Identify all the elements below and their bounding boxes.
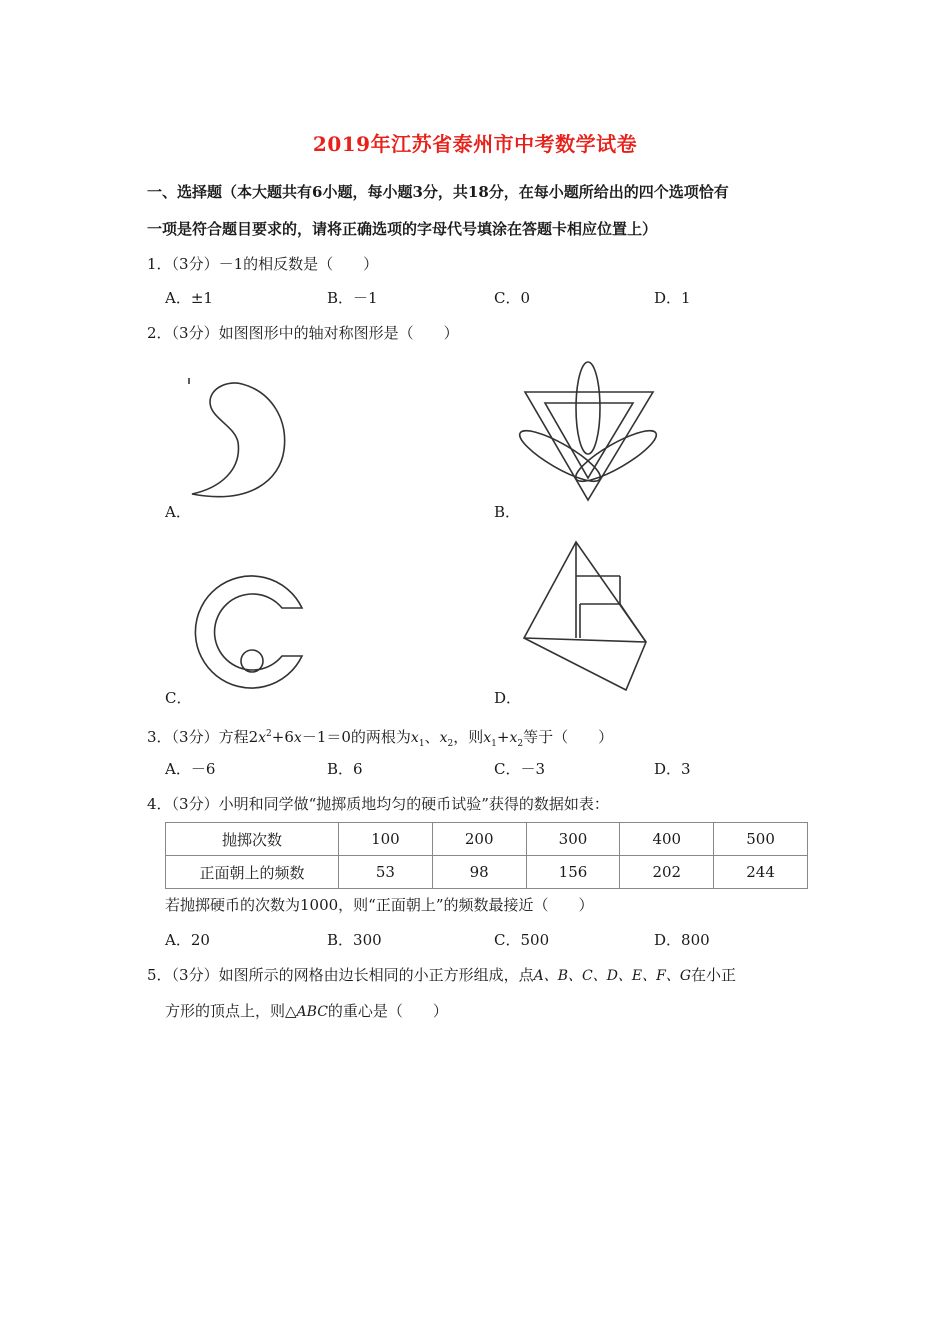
table-cell: 53 — [339, 856, 433, 889]
table-row — [166, 856, 808, 889]
figure-c-ring-shape — [190, 570, 320, 695]
q5-line2-suffix: 的重心是（ ） — [327, 1002, 448, 1020]
q5-line2-prefix: 方形的顶点上，则△ — [165, 1002, 297, 1020]
page-title: 2019年江苏省泰州市中考数学试卷 — [312, 132, 638, 156]
figure-a-outline — [192, 383, 285, 497]
q5-line1-prefix: 5．（3分）如图所示的网格由边长相同的小正方形组成，点 — [147, 966, 534, 984]
q3-sum1: x — [483, 730, 492, 746]
q1-option-d: D．1 — [654, 289, 691, 307]
q3-eq-a: 2 — [248, 728, 259, 746]
figure-b-triangle-ellipses — [520, 360, 660, 505]
table-cell: 100 — [339, 823, 433, 856]
q3-eq-x: x — [258, 730, 267, 746]
q3-eq-b: +6 — [271, 728, 294, 746]
q1-stem: 1．（3分）－1的相反数是（ ） — [147, 255, 379, 273]
q3-sep: 、 — [424, 728, 440, 746]
q2-label-b: B． — [494, 503, 521, 521]
q4-option-b: B．300 — [327, 931, 382, 949]
q5-line2 — [165, 1001, 448, 1022]
table-cell-label: 正面朝上的频数 — [166, 856, 339, 889]
figure-b-ellipse-top — [576, 362, 600, 454]
q3-option-b: B．6 — [327, 760, 363, 778]
figure-d-line-6 — [524, 638, 646, 642]
q5-line1 — [147, 965, 736, 986]
q1-option-a: A．±1 — [165, 289, 213, 307]
q3-suffix: 等于（ ） — [523, 728, 614, 746]
section-heading-line1: 一、选择题（本大题共有6小题，每小题3分，共18分，在每小题所给出的四个选项恰有 — [147, 183, 729, 201]
q3-plus: + — [496, 728, 510, 746]
q3-root1: x — [410, 730, 419, 746]
q4-option-d: D．800 — [654, 931, 710, 949]
table-cell: 202 — [620, 856, 714, 889]
q3-root1-sub: 1 — [418, 739, 425, 749]
q4-stem: 4．（3分）小明和同学做“抛掷质地均匀的硬币试验”获得的数据如表： — [147, 795, 609, 813]
figure-d-pinwheel-square — [520, 538, 650, 696]
figure-a-comma-shape — [180, 370, 310, 510]
q3-root2: x — [439, 730, 448, 746]
q3-eq-x2: x — [293, 730, 302, 746]
q1-option-b: B．－1 — [327, 289, 378, 307]
q2-label-c: C． — [165, 689, 192, 707]
q4-option-a: A．20 — [165, 931, 210, 949]
q3-prefix: 3．（3分）方程 — [147, 728, 249, 746]
q4-after-table: 若抛掷硬币的次数为1000，则“正面朝上”的频数最接近（ ） — [165, 896, 594, 914]
q3-mid: ，则 — [453, 728, 484, 746]
q1-option-c: C．0 — [494, 289, 531, 307]
q3-stem — [147, 724, 613, 754]
table-cell: 244 — [714, 856, 808, 889]
figure-d-line-7 — [620, 604, 646, 642]
q3-sum2: x — [509, 730, 518, 746]
table-cell: 500 — [714, 823, 808, 856]
table-row — [166, 823, 808, 856]
q3-sum2-sub: 2 — [517, 739, 524, 749]
table-cell: 200 — [432, 823, 526, 856]
table-cell: 300 — [526, 823, 620, 856]
figure-c-small-circle — [241, 650, 263, 672]
figure-b-outer-triangle — [525, 392, 653, 500]
q3-sum1-sub: 1 — [491, 739, 497, 749]
table-cell: 400 — [620, 823, 714, 856]
q3-root2-sub: 2 — [447, 739, 454, 749]
q3-eq-sup: 2 — [266, 729, 272, 739]
q3-option-d: D．3 — [654, 760, 691, 778]
q3-option-a: A．－6 — [165, 760, 216, 778]
q5-triangle: ABC — [296, 1004, 328, 1020]
q3-option-c: C．－3 — [494, 760, 546, 778]
q2-stem: 2．（3分）如图图形中的轴对称图形是（ ） — [147, 324, 459, 342]
q2-label-d: D． — [494, 689, 522, 707]
table-cell-label: 抛掷次数 — [166, 823, 339, 856]
table-cell: 98 — [432, 856, 526, 889]
q5-line1-suffix: 在小正 — [691, 966, 737, 984]
q2-label-a: A． — [165, 503, 191, 521]
q4-option-c: C．500 — [494, 931, 550, 949]
q3-eq-c: －1＝0的两根为 — [301, 728, 411, 746]
section-heading-line2: 一项是符合题目要求的，请将正确选项的字母代号填涂在答题卡相应位置上） — [147, 220, 658, 238]
table-cell: 156 — [526, 856, 620, 889]
q5-points: A、B、C、D、E、F、G — [533, 968, 692, 984]
q4-data-table — [165, 822, 808, 889]
